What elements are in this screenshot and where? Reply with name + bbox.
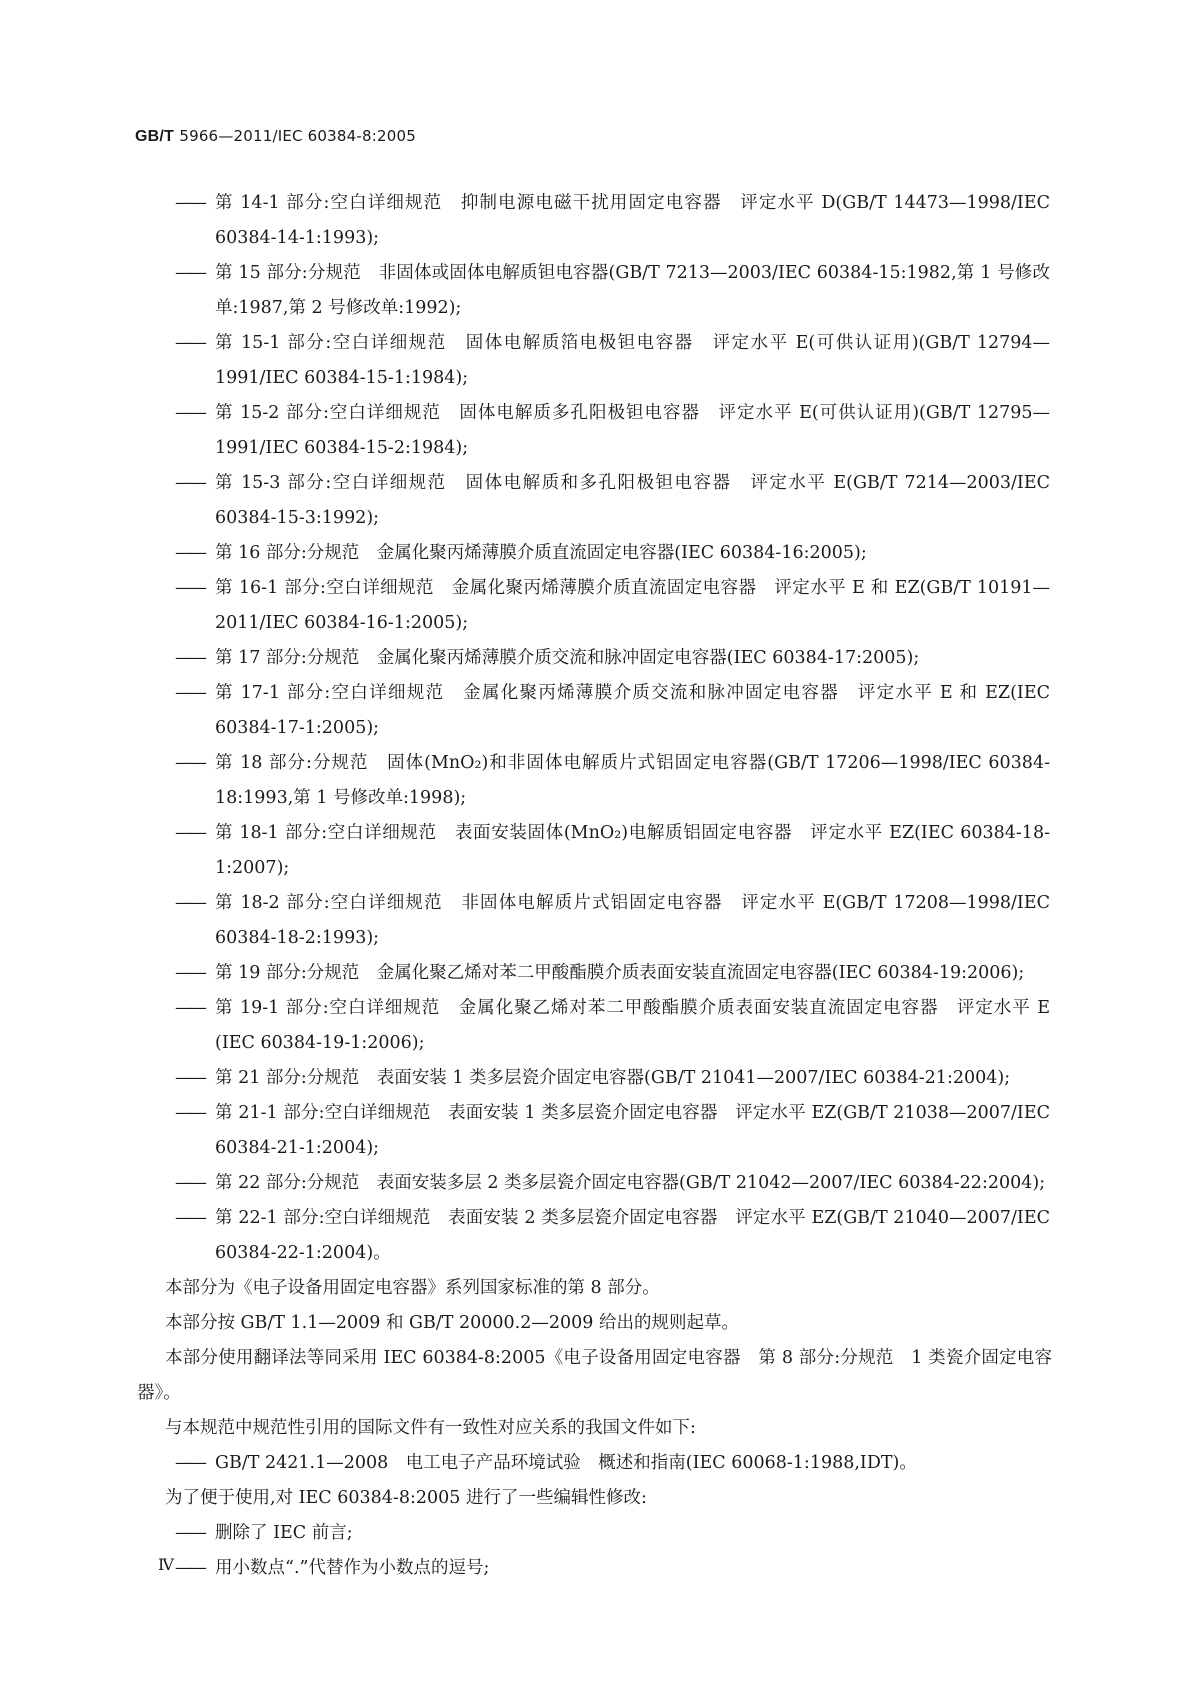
- list-dash: ——: [175, 403, 204, 423]
- list-item: [175, 991, 1050, 1061]
- list-item-text: 第 15-1 部分:空白详细规范 固体电解质箔电极钽电容器 评定水平 E(可供认证用)(GB/T 12794—1991/IEC 60384-15-1:1984);: [215, 333, 1050, 388]
- list-item: [175, 1446, 1050, 1481]
- list-item: [175, 676, 1050, 746]
- list-item: [175, 886, 1050, 956]
- list-item: [175, 1201, 1050, 1271]
- paragraph-editorial: 为了便于使用,对 IEC 60384-8:2005 进行了一些编辑性修改:: [165, 1488, 647, 1508]
- list-item-text: 第 17 部分:分规范 金属化聚丙烯薄膜介质交流和脉冲固定电容器(IEC 60384-17:2005);: [215, 648, 920, 668]
- list-dash: ——: [175, 263, 204, 283]
- list-item-text: 第 18-2 部分:空白详细规范 非固体电解质片式铝固定电容器 评定水平 E(GB/T 17208—1998/IEC 60384-18-2:1993);: [215, 893, 1050, 948]
- list-dash: ——: [175, 333, 204, 353]
- list-item-text: 第 17-1 部分:空白详细规范 金属化聚丙烯薄膜介质交流和脉冲固定电容器 评定水平 E 和 EZ(IEC 60384-17-1:2005);: [215, 683, 1050, 738]
- list-dash: ——: [175, 1208, 204, 1228]
- list-dash: ——: [175, 578, 204, 598]
- list-dash: ——: [175, 193, 204, 213]
- list-item-text: GB/T 2421.1—2008 电工电子产品环境试验 概述和指南(IEC 60068-1:1988,IDT)。: [215, 1453, 917, 1473]
- list-item: [175, 571, 1050, 641]
- list-item: [175, 256, 1050, 326]
- list-item: [175, 641, 1050, 676]
- list-item: [175, 816, 1050, 886]
- list-dash: ——: [175, 753, 204, 773]
- list-item-text: 第 21-1 部分:空白详细规范 表面安装 1 类多层瓷介固定电容器 评定水平 EZ(GB/T 21038—2007/IEC 60384-21-1:2004);: [215, 1103, 1050, 1158]
- list-item: [175, 1096, 1050, 1166]
- list-item-text: 第 18-1 部分:空白详细规范 表面安装固体(MnO₂)电解质铝固定电容器 评定水平 EZ(IEC 60384-18-1:2007);: [215, 823, 1050, 878]
- list-item-text: 删除了 IEC 前言;: [215, 1523, 353, 1543]
- standard-code: GB/T: [135, 128, 175, 145]
- list-item-text: 第 15-3 部分:空白详细规范 固体电解质和多孔阳极钽电容器 评定水平 E(GB/T 7214—2003/IEC 60384-15-3:1992);: [215, 473, 1050, 528]
- list-item: [175, 956, 1050, 991]
- list-item-text: 第 22 部分:分规范 表面安装多层 2 类多层瓷介固定电容器(GB/T 21042—2007/IEC 60384-22:2004);: [215, 1173, 1046, 1193]
- list-item: [175, 536, 1050, 571]
- list-item: [175, 396, 1050, 466]
- list-item-text: 用小数点“.”代替作为小数点的逗号;: [215, 1558, 490, 1578]
- list-item-text: 第 15 部分:分规范 非固体或固体电解质钽电容器(GB/T 7213—2003/IEC 60384-15:1982,第 1 号修改单:1987,第 2 号修改单:1992);: [215, 263, 1050, 318]
- list-item-text: 第 21 部分:分规范 表面安装 1 类多层瓷介固定电容器(GB/T 21041—2007/IEC 60384-21:2004);: [215, 1068, 1011, 1088]
- list-item: [175, 466, 1050, 536]
- list-dash: ——: [175, 893, 204, 913]
- list-dash: ——: [175, 963, 204, 983]
- list-item: [175, 1061, 1050, 1096]
- list-item-text: 第 18 部分:分规范 固体(MnO₂)和非固体电解质片式铝固定电容器(GB/T 17206—1998/IEC 60384-18:1993,第 1 号修改单:1998);: [215, 753, 1050, 808]
- list-item: [175, 746, 1050, 816]
- list-dash: ——: [175, 648, 204, 668]
- paragraph-series: 本部分为《电子设备用固定电容器》系列国家标准的第 8 部分。: [165, 1278, 660, 1298]
- list-item-text: 第 22-1 部分:空白详细规范 表面安装 2 类多层瓷介固定电容器 评定水平 EZ(GB/T 21040—2007/IEC 60384-22-1:2004)。: [215, 1208, 1050, 1263]
- list-dash: ——: [175, 1103, 204, 1123]
- list-item-text: 第 19-1 部分:空白详细规范 金属化聚乙烯对苯二甲酸酯膜介质表面安装直流固定电容器 评定水平 E (IEC 60384-19-1:2006);: [215, 998, 1050, 1053]
- page-number: Ⅳ: [158, 1555, 174, 1574]
- list-dash: ——: [175, 823, 204, 843]
- standard-number: 5966—2011/IEC 60384-8:2005: [179, 127, 416, 145]
- list-dash: ——: [175, 543, 204, 563]
- list-dash: ——: [175, 473, 204, 493]
- list-item: [175, 1551, 1050, 1586]
- page-header: [135, 126, 416, 146]
- list-item-text: 第 15-2 部分:空白详细规范 固体电解质多孔阳极钽电容器 评定水平 E(可供认证用)(GB/T 12795—1991/IEC 60384-15-2:1984);: [215, 403, 1050, 458]
- list-dash: ——: [175, 1523, 204, 1543]
- list-item: [175, 326, 1050, 396]
- list-dash: ——: [175, 1558, 204, 1578]
- list-dash: ——: [175, 1068, 204, 1088]
- list-item-text: 第 16 部分:分规范 金属化聚丙烯薄膜介质直流固定电容器(IEC 60384-16:2005);: [215, 543, 867, 563]
- list-dash: ——: [175, 998, 204, 1018]
- list-item: [175, 1516, 1050, 1551]
- list-item-text: 第 16-1 部分:空白详细规范 金属化聚丙烯薄膜介质直流固定电容器 评定水平 E 和 EZ(GB/T 10191—2011/IEC 60384-16-1:2005);: [215, 578, 1050, 633]
- list-item-text: 第 19 部分:分规范 金属化聚乙烯对苯二甲酸酯膜介质表面安装直流固定电容器(IEC 60384-19:2006);: [215, 963, 1025, 983]
- list-item: [175, 186, 1050, 256]
- list-dash: ——: [175, 1173, 204, 1193]
- paragraph-correspondence: 与本规范中规范性引用的国际文件有一致性对应关系的我国文件如下:: [165, 1418, 696, 1438]
- paragraph-drafting-rules: 本部分按 GB/T 1.1—2009 和 GB/T 20000.2—2009 给出的规则起草。: [165, 1313, 739, 1333]
- list-item-text: 第 14-1 部分:空白详细规范 抑制电源电磁干扰用固定电容器 评定水平 D(GB/T 14473—1998/IEC 60384-14-1:1993);: [215, 193, 1050, 248]
- list-dash: ——: [175, 1453, 204, 1473]
- list-item: [175, 1166, 1050, 1201]
- paragraph-adoption: 本部分使用翻译法等同采用 IEC 60384-8:2005《电子设备用固定电容器 第 8 部分:分规范 1 类瓷介固定电容器》。: [137, 1348, 1052, 1403]
- standard-part-list: [175, 186, 1050, 1271]
- list-dash: ——: [175, 683, 204, 703]
